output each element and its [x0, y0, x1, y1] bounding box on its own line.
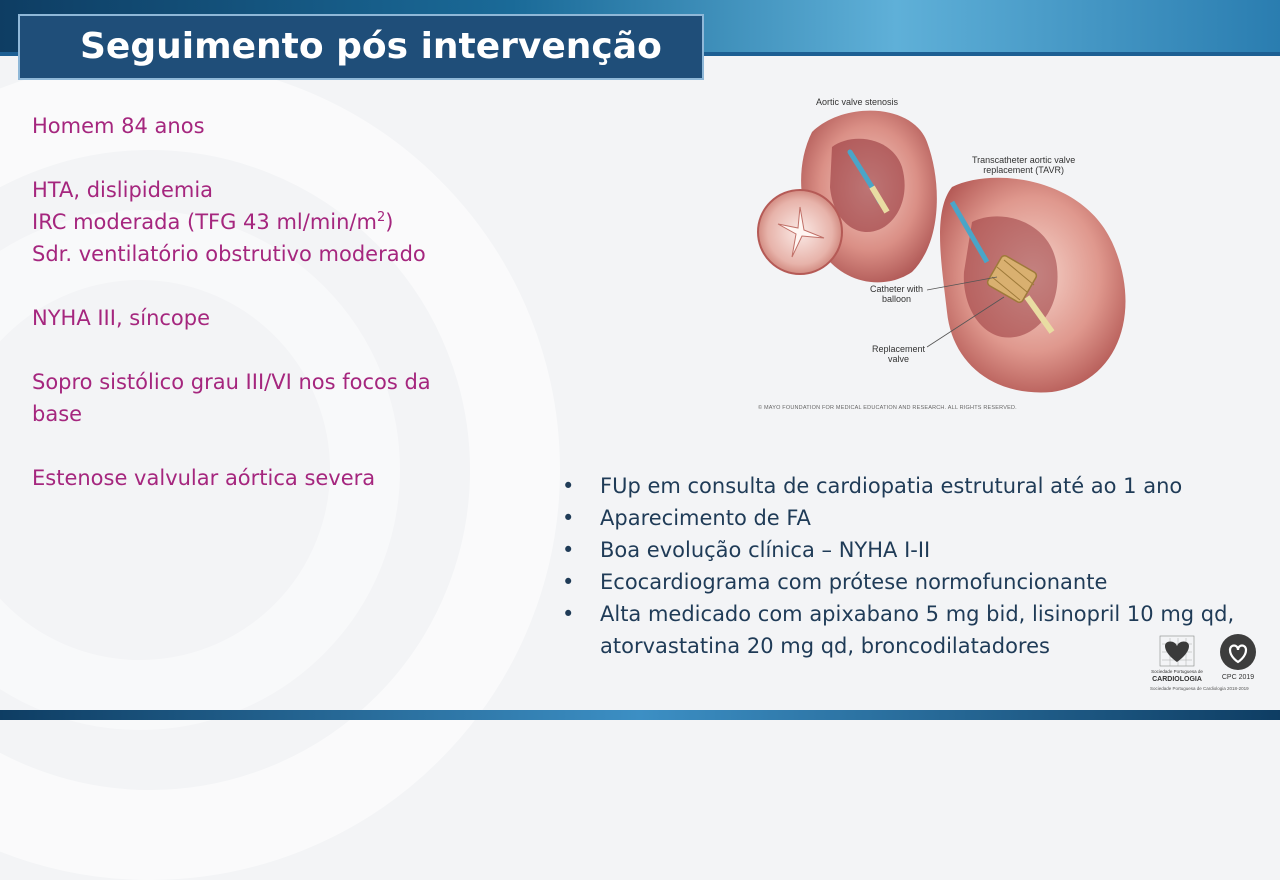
case-summary	[32, 110, 502, 494]
label-catheter	[870, 284, 923, 304]
case-line-age: Homem 84 anos	[32, 114, 205, 138]
cpc-logo-icon	[1220, 634, 1256, 670]
spc-line1: Sociedade Portuguesa de	[1151, 669, 1203, 674]
bullet-icon: •	[562, 474, 575, 498]
label-replacement-line2: valve	[888, 354, 910, 364]
label-aortic-stenosis: Aortic valve stenosis	[816, 97, 899, 107]
spacer	[32, 142, 502, 174]
case-line-irc-text: IRC moderada (TFG 43 ml/min/m	[32, 210, 377, 234]
heart-illustration-svg	[752, 92, 1142, 422]
bullet-icon: •	[562, 570, 575, 594]
label-replacement-valve	[872, 344, 925, 364]
label-replacement-line1: Replacement	[872, 344, 926, 354]
list-item	[562, 470, 1262, 502]
title-box	[18, 14, 704, 80]
spacer	[32, 270, 502, 302]
label-catheter-line2: balloon	[882, 294, 912, 304]
label-catheter-line1: Catheter with	[870, 284, 924, 294]
case-line-murmur-cont: base	[32, 402, 83, 426]
list-item-text: Aparecimento de FA	[600, 506, 811, 530]
logos	[1150, 632, 1262, 696]
logo-footer-text: Sociedade Portuguesa de Cardiologia 2018-2019	[1150, 686, 1249, 691]
spc-line2: CARDIOLOGIA	[1152, 676, 1202, 683]
list-item-text: Boa evolução clínica – NYHA I-II	[600, 538, 931, 562]
list-item	[562, 502, 1262, 534]
list-item-text: Ecocardiograma com prótese normofuncionante	[600, 570, 1108, 594]
spacer	[32, 430, 502, 462]
case-line-risk-factors: HTA, dislipidemia	[32, 178, 214, 202]
tavr-illustration	[752, 92, 1142, 422]
bullet-icon: •	[562, 538, 575, 562]
bullet-icon: •	[562, 506, 575, 530]
cpc-logo-text: CPC 2019	[1221, 674, 1255, 681]
figure-copyright: © MAYO FOUNDATION FOR MEDICAL EDUCATION AND RESEARCH. ALL RIGHTS RESERVED.	[758, 405, 1017, 411]
footer-band	[0, 710, 1280, 720]
bullet-icon: •	[562, 602, 575, 626]
spacer	[32, 334, 502, 366]
list-item	[562, 534, 1262, 566]
list-item-text: Alta medicado com apixabano 5 mg bid, lisinopril 10 mg qd, atorvastatina 20 mg qd, broncodilatadores	[600, 602, 1235, 658]
list-item-text: FUp em consulta de cardiopatia estrutural até ao 1 ano	[600, 474, 1183, 498]
spc-logo-icon	[1160, 636, 1194, 666]
case-line-ventilatory: Sdr. ventilatório obstrutivo moderado	[32, 242, 426, 266]
case-line-irc-suffix: )	[385, 210, 394, 234]
case-line-murmur: Sopro sistólico grau III/VI nos focos da	[32, 370, 431, 394]
case-line-nyha: NYHA III, síncope	[32, 306, 211, 330]
list-item	[562, 566, 1262, 598]
slide-title: Seguimento pós intervenção	[80, 26, 662, 67]
label-tavr-line1: Transcatheter aortic valve	[972, 155, 1076, 165]
case-line-stenosis: Estenose valvular aórtica severa	[32, 466, 376, 490]
superscript: 2	[376, 210, 386, 225]
case-line-irc	[32, 206, 502, 238]
spc-logo-text	[1150, 668, 1204, 684]
label-tavr	[972, 155, 1075, 175]
label-tavr-line2: replacement (TAVR)	[983, 165, 1064, 175]
